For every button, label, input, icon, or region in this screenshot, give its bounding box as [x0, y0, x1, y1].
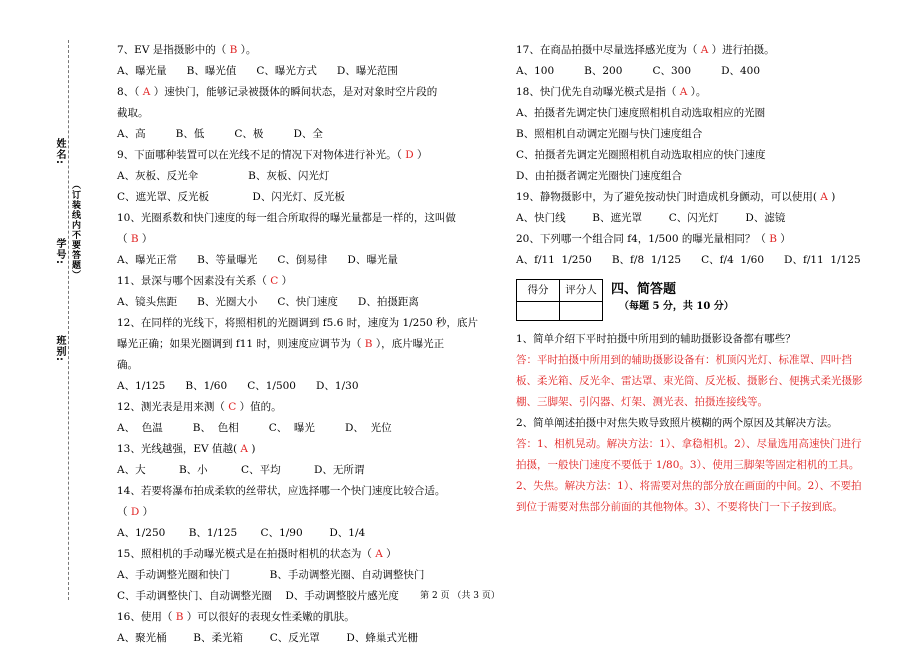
- selected-answer: D: [130, 506, 140, 518]
- answer-options: C、手动调整快门、自动调整光圈 D、手动调整胶片感光度: [117, 590, 399, 602]
- question-text: （ B ）: [117, 233, 153, 245]
- selected-answer: A: [142, 86, 151, 98]
- question-text: 8、（ A ）速快门，能够记录被摄体的瞬间状态，是对对象时空片段的: [117, 86, 438, 98]
- score-cell[interactable]: [517, 302, 560, 321]
- selected-answer: B: [229, 44, 238, 56]
- question-text: 9、下面哪种装置可以在光线不足的情况下对物体进行补光。（ D ）: [117, 149, 428, 161]
- selected-answer: A: [240, 443, 248, 455]
- section-title: 四、简答题: [611, 282, 677, 297]
- selected-answer: A: [375, 548, 383, 560]
- question-text: D、由拍摄者调定光圈快门速度组合: [516, 170, 682, 182]
- question-text: 10、光圈系数和快门速度的每一组合所取得的曝光量都是一样的，这叫做: [117, 212, 456, 224]
- answer-options: A、镜头焦距 B、光圈大小 C、快门速度 D、拍摄距离: [117, 296, 419, 308]
- question-text: 13、光线越强，EV 值越( A ): [117, 443, 256, 455]
- answer-options: A、 色温 B、 色相 C、 曝光 D、 光位: [117, 422, 392, 434]
- answer-1: 答：平时拍摄中所用到的辅助摄影设备有：机顶闪光灯、标准罩、四叶挡板、柔光箱、反光伞、雷达罩、束光筒、反光板、摄影台、便携式柔光摄影棚、三脚架、引闪器、灯架、测光表、拍摄连接线等。: [516, 354, 863, 408]
- grader-header: 评分人: [560, 280, 603, 302]
- question-text: 7、EV 是指摄影中的（ B ）。: [117, 44, 257, 56]
- selected-answer: D: [405, 149, 414, 161]
- question-text: 截取。: [117, 107, 149, 119]
- answer-options: A、1/125 B、1/60 C、1/500 D、1/30: [117, 380, 359, 392]
- selected-answer: A: [820, 191, 828, 203]
- selected-answer: B: [769, 233, 777, 245]
- answer-options: A、手动调整光圈和快门 B、手动调整光圈、自动调整快门: [117, 569, 425, 581]
- question-text: （ D ）: [117, 506, 154, 518]
- question-text: A、拍摄者先调定快门速度照相机自动选取相应的光圈: [516, 107, 766, 119]
- section-subtitle: （每题 5 分，共 10 分）: [619, 301, 734, 312]
- answer-options: A、f/11 1/250 B、f/8 1/125 C、f/4 1/60 D、f/11 1/125: [516, 254, 861, 266]
- question-text: 18、快门优先自动曝光模式是指（ A ）。: [516, 86, 707, 98]
- question-text: 20、下列哪一个组合同 f4，1/500 的曝光量相同？（ B ）: [516, 233, 791, 245]
- question-text: 11、景深与哪个因素没有关系（ C ）: [117, 275, 293, 287]
- left-column: [117, 40, 477, 649]
- answer-options: A、高 B、低 C、极 D、全: [117, 128, 323, 140]
- question-text: 曝光正确；如果光圈调到 f11 时，则速度应调节为（ B ），底片曝光正: [117, 338, 445, 350]
- binding-note: （订装线内不要答题）: [70, 180, 80, 280]
- section-header: [516, 271, 868, 321]
- choice-questions-17-20: [516, 40, 868, 271]
- binding-line: [68, 40, 69, 600]
- question-text: 12、在同样的光线下，将照相机的光圈调到 f5.6 时，速度为 1/250 秒，底片: [117, 317, 479, 329]
- class-label: 班别:: [54, 335, 65, 362]
- question-text: 14、若要将瀑布拍成柔软的丝带状，应选择哪一个快门速度比较合适。: [117, 485, 446, 497]
- student-id-label: 学号:: [54, 238, 65, 265]
- question-2: 2、简单阐述拍摄中对焦失败导致照片模糊的两个原因及其解决方法。: [516, 417, 838, 429]
- question-text: 16、使用（ B ）可以很好的表现女性柔嫩的肌肤。: [117, 611, 355, 623]
- right-column: [516, 40, 868, 518]
- answer-options: A、100 B、200 C、300 D、400: [516, 65, 761, 77]
- binding-margin: [36, 40, 86, 600]
- answer-options: A、大 B、小 C、平均 D、无所谓: [117, 464, 365, 476]
- name-label: 姓名:: [54, 138, 65, 165]
- question-text: 19、静物摄影中，为了避免按动快门时造成机身颤动，可以使用( A ): [516, 191, 836, 203]
- question-text: 15、照相机的手动曝光模式是在拍摄时相机的状态为（ A ）: [117, 548, 397, 560]
- selected-answer: C: [270, 275, 279, 287]
- question-text: 确。: [117, 359, 138, 371]
- answer-options: A、聚光桶 B、柔光箱 C、反光罩 D、蜂巢式光栅: [117, 632, 418, 644]
- question-text: C、拍摄者先调定光圈照相机自动选取相应的快门速度: [516, 149, 766, 161]
- score-header: 得分: [517, 280, 560, 302]
- answer-options: A、灰板、反光伞 B、灰板、闪光灯: [117, 170, 330, 182]
- answer-options: A、快门线 B、遮光罩 C、闪光灯 D、滤镜: [516, 212, 786, 224]
- question-text: 12、测光表是用来测（ C ）值的。: [117, 401, 282, 413]
- question-1: 1、简单介绍下平时拍摄中所用到的辅助摄影设备都有哪些？: [516, 333, 796, 345]
- selected-answer: C: [228, 401, 237, 413]
- question-text: B、照相机自动调定光圈与快门速度组合: [516, 128, 703, 140]
- selected-answer: A: [700, 44, 709, 56]
- selected-answer: B: [175, 611, 184, 623]
- answer-2: 答：1、相机晃动。解决方法：1）、拿稳相机。2）、尽量选用高速快门进行拍摄，一般快门速度不要低于 1/80。3）、使用三脚架等固定相机的工具。2、失焦。解决方法：1）、将需要对焦的部分放在画面的中间。2）、不要拍到位于需要对焦部分前面的其他物体。3）、不要将快门一下子按到底。: [516, 438, 862, 513]
- selected-answer: B: [364, 338, 373, 350]
- page-footer: 第 2 页 （共 3 页）: [420, 591, 500, 601]
- score-table: [516, 279, 603, 321]
- answer-options: A、1/250 B、1/125 C、1/90 D、1/4: [117, 527, 366, 539]
- answer-options: A、曝光正常 B、等量曝光 C、倒易律 D、曝光量: [117, 254, 398, 266]
- selected-answer: B: [130, 233, 139, 245]
- grader-cell[interactable]: [560, 302, 603, 321]
- answer-options: C、遮光罩、反光板 D、闪光灯、反光板: [117, 191, 345, 203]
- question-text: 17、在商品拍摄中尽量选择感光度为（ A ）进行拍摄。: [516, 44, 775, 56]
- selected-answer: A: [679, 86, 688, 98]
- answer-options: A、曝光量 B、曝光值 C、曝光方式 D、曝光范围: [117, 65, 398, 77]
